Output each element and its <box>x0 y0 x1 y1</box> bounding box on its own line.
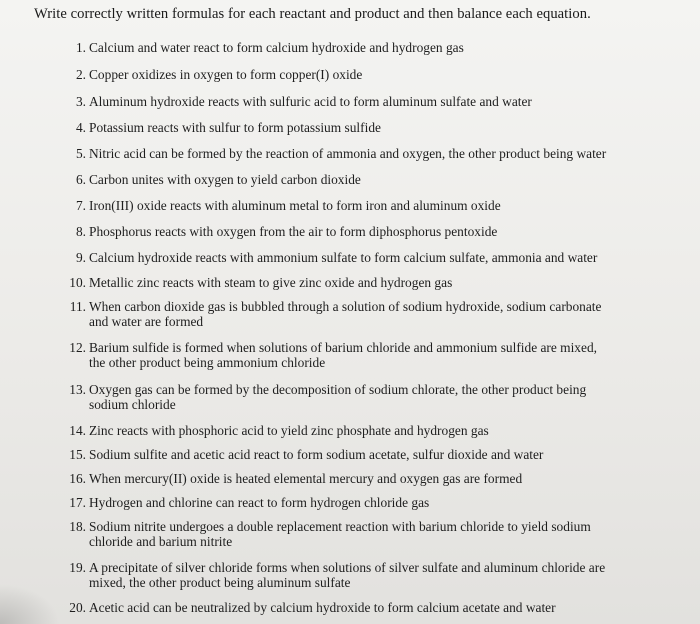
problem-text: Acetic acid can be neutralized by calcium hydroxide to form calcium acetate and water <box>89 600 556 615</box>
problem-text: Copper oxidizes in oxygen to form copper(I) oxide <box>89 67 363 82</box>
problem-number: 11. <box>69 299 86 314</box>
problem-number: 7. <box>75 198 86 213</box>
problem-number: 15. <box>69 447 86 462</box>
problem-text: Iron(III) oxide reacts with aluminum metal to form iron and aluminum oxide <box>89 198 501 213</box>
problem-number: 9. <box>75 250 86 265</box>
problem-text: A precipitate of silver chloride forms when solutions of silver sulfate and aluminum chloride are mixed, the other product being aluminum sulfate <box>89 560 606 590</box>
problem-number: 6. <box>75 172 86 187</box>
problem-number: 18. <box>69 519 86 534</box>
problem-number: 3. <box>75 94 86 109</box>
problem-text: Calcium and water react to form calcium hydroxide and hydrogen gas <box>89 40 464 55</box>
problem-number: 13. <box>69 382 86 397</box>
problem-number: 12. <box>69 340 86 355</box>
problem-text: Phosphorus reacts with oxygen from the air to form diphosphorus pentoxide <box>89 224 498 239</box>
problem-text: When mercury(II) oxide is heated elemental mercury and oxygen gas are formed <box>89 471 523 486</box>
problem-number: 5. <box>75 146 86 161</box>
instructions-heading: Write correctly written formulas for each reactant and product and then balance each equation. <box>34 6 591 22</box>
problem-text: Sodium sulfite and acetic acid react to form sodium acetate, sulfur dioxide and water <box>89 447 544 462</box>
problem-text: Sodium nitrite undergoes a double replacement reaction with barium chloride to yield sodium chloride and barium nitrite <box>89 519 591 549</box>
problem-number: 17. <box>69 495 86 510</box>
problem-number: 4. <box>75 120 86 135</box>
problem-text: Potassium reacts with sulfur to form potassium sulfide <box>89 120 381 135</box>
problem-number: 1. <box>75 40 86 55</box>
problem-text: Calcium hydroxide reacts with ammonium sulfate to form calcium sulfate, ammonia and water <box>89 250 598 265</box>
problem-number: 10. <box>69 275 86 290</box>
problem-text: Barium sulfide is formed when solutions of barium chloride and ammonium sulfide are mixed, the other product being ammonium chloride <box>89 340 597 370</box>
problem-text: Carbon unites with oxygen to yield carbon dioxide <box>89 172 361 187</box>
problem-number: 20. <box>69 600 86 615</box>
problem-text: When carbon dioxide gas is bubbled through a solution of sodium hydroxide, sodium carbonate and water are formed <box>89 299 602 329</box>
problem-text: Zinc reacts with phosphoric acid to yield zinc phosphate and hydrogen gas <box>89 423 489 438</box>
problem-text: Oxygen gas can be formed by the decomposition of sodium chlorate, the other product being sodium chloride <box>89 382 587 412</box>
problem-text: Nitric acid can be formed by the reaction of ammonia and oxygen, the other product being water <box>89 146 607 161</box>
problem-number: 16. <box>69 471 86 486</box>
problem-text: Metallic zinc reacts with steam to give zinc oxide and hydrogen gas <box>89 275 453 290</box>
problem-text: Aluminum hydroxide reacts with sulfuric acid to form aluminum sulfate and water <box>89 94 532 109</box>
problem-number: 19. <box>69 560 86 575</box>
problem-text: Hydrogen and chlorine can react to form hydrogen chloride gas <box>89 495 430 510</box>
problem-number: 8. <box>75 224 86 239</box>
problem-number: 14. <box>69 423 86 438</box>
problem-number: 2. <box>75 67 86 82</box>
